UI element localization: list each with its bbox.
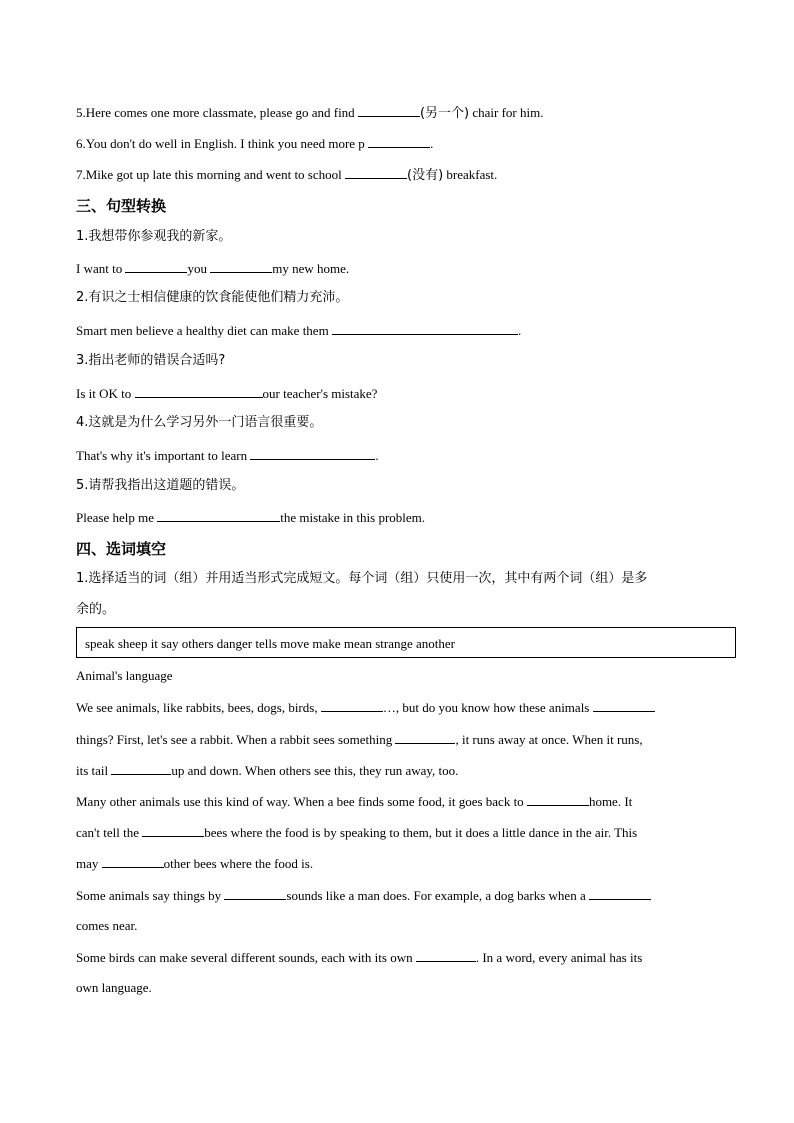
answer-blank[interactable] bbox=[142, 824, 204, 837]
english-sentence: Smart men believe a healthy diet can make them . bbox=[76, 323, 522, 338]
section-heading: 三、句型转换 bbox=[76, 197, 167, 215]
instruction: 余的。 bbox=[76, 602, 116, 617]
passage-line: things? First, let's see a rabbit. When a rabbit sees something , it runs away at once. When it runs, bbox=[76, 732, 643, 747]
answer-blank[interactable] bbox=[368, 135, 430, 148]
question-6: 6.You don't do well in English. I think you need more p . bbox=[76, 136, 434, 151]
answer-blank[interactable] bbox=[250, 447, 375, 460]
answer-blank[interactable] bbox=[321, 699, 383, 712]
question-7: 7.Mike got up late this morning and went to school (没有) breakfast. bbox=[76, 167, 498, 183]
word-bank: speak sheep it say others danger tells move make mean strange another bbox=[76, 627, 736, 658]
answer-blank[interactable] bbox=[345, 166, 407, 179]
question-5: 5.Here comes one more classmate, please go and find (另一个) chair for him. bbox=[76, 105, 544, 121]
english-sentence: Is it OK to our teacher's mistake? bbox=[76, 386, 378, 401]
section-heading: 四、选词填空 bbox=[76, 540, 167, 558]
passage-title: Animal's language bbox=[76, 668, 173, 683]
english-sentence: That's why it's important to learn . bbox=[76, 448, 379, 463]
english-sentence: I want to you my new home. bbox=[76, 261, 350, 276]
passage-line: comes near. bbox=[76, 918, 138, 933]
answer-blank[interactable] bbox=[593, 699, 655, 712]
answer-blank[interactable] bbox=[527, 793, 589, 806]
answer-blank[interactable] bbox=[157, 509, 280, 522]
chinese-sentence: 3.指出老师的错误合适吗? bbox=[76, 353, 226, 368]
answer-blank[interactable] bbox=[111, 762, 171, 775]
answer-blank[interactable] bbox=[332, 322, 518, 335]
answer-blank[interactable] bbox=[589, 887, 651, 900]
chinese-sentence: 2.有识之士相信健康的饮食能使他们精力充沛。 bbox=[76, 290, 349, 305]
chinese-sentence: 1.我想带你参观我的新家。 bbox=[76, 229, 232, 244]
answer-blank[interactable] bbox=[395, 731, 455, 744]
passage-line: Some birds can make several different sounds, each with its own . In a word, every animal has its bbox=[76, 950, 643, 965]
answer-blank[interactable] bbox=[224, 887, 286, 900]
passage-line: can't tell the bees where the food is by speaking to them, but it does a little dance in the air. This bbox=[76, 825, 638, 840]
answer-blank[interactable] bbox=[416, 949, 476, 962]
english-sentence: Please help me the mistake in this problem. bbox=[76, 510, 426, 525]
passage-line: may other bees where the food is. bbox=[76, 856, 314, 871]
answer-blank[interactable] bbox=[102, 855, 164, 868]
answer-blank[interactable] bbox=[210, 260, 272, 273]
passage-line: its tail up and down. When others see this, they run away, too. bbox=[76, 763, 459, 778]
passage-line: Some animals say things by sounds like a man does. For example, a dog barks when a bbox=[76, 887, 738, 904]
instruction: 1.选择适当的词（组）并用适当形式完成短文。每个词（组）只使用一次，其中有两个词（组）是多 bbox=[76, 571, 648, 586]
passage-line: We see animals, like rabbits, bees, dogs, birds, …, but do you know how these animals bbox=[76, 699, 738, 716]
answer-blank[interactable] bbox=[135, 385, 263, 398]
passage-line: Many other animals use this kind of way. When a bee finds some food, it goes back to home. It bbox=[76, 794, 633, 809]
chinese-sentence: 4.这就是为什么学习另外一门语言很重要。 bbox=[76, 415, 323, 430]
chinese-sentence: 5.请帮我指出这道题的错误。 bbox=[76, 478, 245, 493]
answer-blank[interactable] bbox=[358, 104, 420, 117]
answer-blank[interactable] bbox=[125, 260, 187, 273]
passage-line: own language. bbox=[76, 980, 152, 995]
